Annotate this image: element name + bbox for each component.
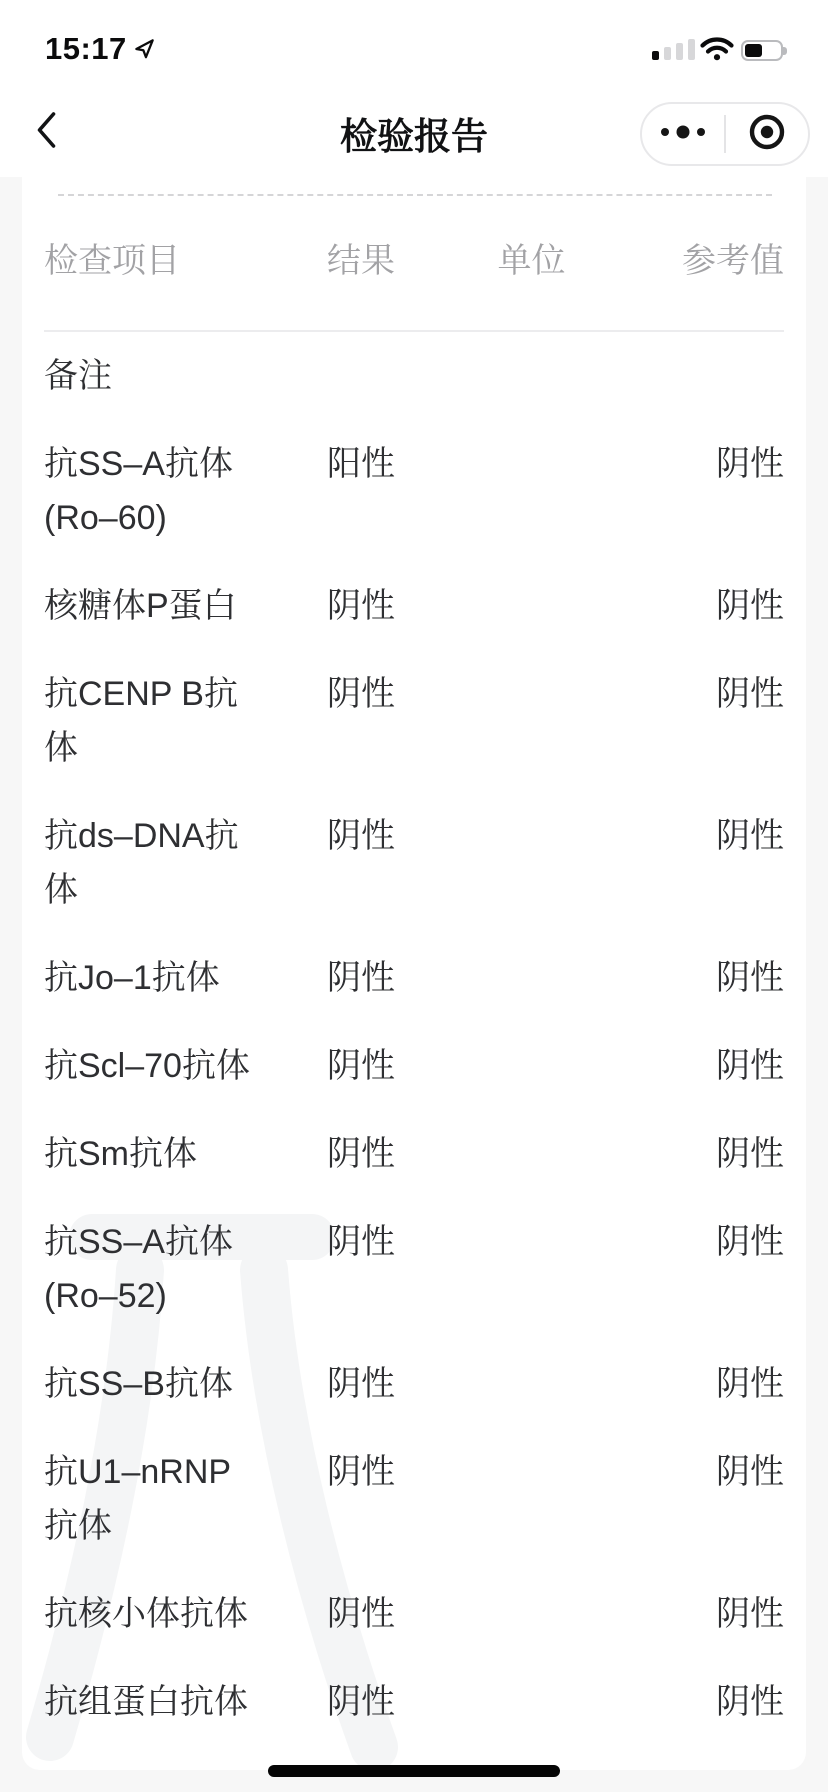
table-row: [44, 1428, 784, 1570]
row-result: 阴性: [327, 959, 395, 997]
row-result: 阳性: [327, 445, 395, 483]
table-row: [44, 934, 784, 1022]
table-row: [44, 420, 784, 562]
row-unit: [464, 667, 599, 775]
row-result: 阴性: [327, 1365, 395, 1403]
page-title: 检验报告: [340, 115, 488, 157]
row-result: 阴性: [327, 1047, 395, 1085]
table-row: [44, 1110, 784, 1198]
row-unit: [464, 1445, 599, 1553]
header-item: 检查项目: [44, 242, 180, 280]
row-reference: 阴性: [716, 1135, 784, 1173]
table-header: [44, 196, 784, 332]
row-result: 阴性: [327, 675, 395, 713]
header-reference: 参考值: [682, 242, 784, 280]
row-result: 阴性: [327, 1223, 395, 1261]
table-row: [44, 332, 784, 420]
table-row: [44, 1570, 784, 1658]
top-chrome: [0, 0, 828, 177]
row-unit: [464, 1039, 599, 1093]
navigation-arrow-icon: [133, 37, 156, 65]
row-reference: [599, 349, 784, 403]
row-item-name: 抗U1–nRNP抗体: [44, 1453, 232, 1545]
row-reference: 阴性: [716, 1223, 784, 1261]
table-row: [44, 1658, 784, 1746]
row-reference: 阴性: [716, 817, 784, 855]
row-item-name: 抗SS–A抗体(Ro–60): [44, 445, 233, 537]
row-reference: 阴性: [716, 587, 784, 625]
row-result: 阴性: [327, 1683, 395, 1721]
row-unit: [464, 579, 599, 633]
row-unit: [464, 1127, 599, 1181]
row-reference: 阴性: [716, 675, 784, 713]
home-indicator[interactable]: [268, 1765, 560, 1777]
row-item-name: 抗CENP B抗体: [44, 675, 238, 767]
row-item-name: 抗组蛋白抗体: [44, 1683, 248, 1721]
row-unit: [464, 1215, 599, 1323]
row-unit: [464, 1357, 599, 1411]
row-item-name: 备注: [44, 357, 112, 395]
row-item-name: 抗SS–B抗体: [44, 1365, 233, 1403]
battery-icon: [741, 40, 783, 61]
row-reference: 阴性: [716, 445, 784, 483]
more-button[interactable]: [642, 104, 724, 164]
table-row: [44, 1022, 784, 1110]
row-reference: 阴性: [716, 1365, 784, 1403]
row-result: 阴性: [327, 817, 395, 855]
row-reference: 阴性: [716, 1047, 784, 1085]
row-item-name: 抗ds–DNA抗体: [44, 817, 239, 909]
ellipsis-dots-icon: [657, 124, 709, 145]
row-reference: 阴性: [716, 1683, 784, 1721]
row-result: 阴性: [327, 1135, 395, 1173]
table-row: [44, 650, 784, 792]
table-row: [44, 562, 784, 650]
row-unit: [464, 349, 599, 403]
row-item-name: 抗Jo–1抗体: [44, 959, 220, 997]
row-reference: 阴性: [716, 1595, 784, 1633]
header-result: 结果: [327, 242, 395, 280]
header-unit: 单位: [497, 242, 566, 280]
row-result: 阴性: [327, 1453, 395, 1491]
row-reference: 阴性: [716, 1453, 784, 1491]
table-row: [44, 792, 784, 934]
report-card: [22, 177, 806, 1770]
miniprogram-capsule: [640, 102, 810, 166]
row-reference: 阴性: [716, 959, 784, 997]
cellular-signal-icon: [652, 39, 698, 65]
row-item-name: 核糖体P蛋白: [44, 587, 237, 625]
row-unit: [464, 437, 599, 545]
target-circle-icon: [748, 113, 786, 156]
row-item-name: 抗Scl–70抗体: [44, 1047, 250, 1085]
wifi-icon: [700, 37, 734, 66]
row-item-name: 抗Sm抗体: [44, 1135, 197, 1173]
table-row: [44, 1198, 784, 1340]
row-unit: [464, 951, 599, 1005]
row-result: 阴性: [327, 1595, 395, 1633]
status-bar: [0, 0, 828, 88]
row-item-name: 抗SS–A抗体(Ro–52): [44, 1223, 233, 1315]
report-table-body: [44, 332, 784, 1746]
status-time: 15:17: [45, 31, 127, 66]
minihome-button[interactable]: [726, 104, 808, 164]
row-result: [314, 349, 464, 403]
row-unit: [464, 1587, 599, 1641]
row-result: 阴性: [327, 587, 395, 625]
row-unit: [464, 1675, 599, 1729]
table-row: [44, 1340, 784, 1428]
row-unit: [464, 809, 599, 917]
nav-bar: [0, 88, 828, 177]
row-item-name: 抗核小体抗体: [44, 1595, 248, 1633]
